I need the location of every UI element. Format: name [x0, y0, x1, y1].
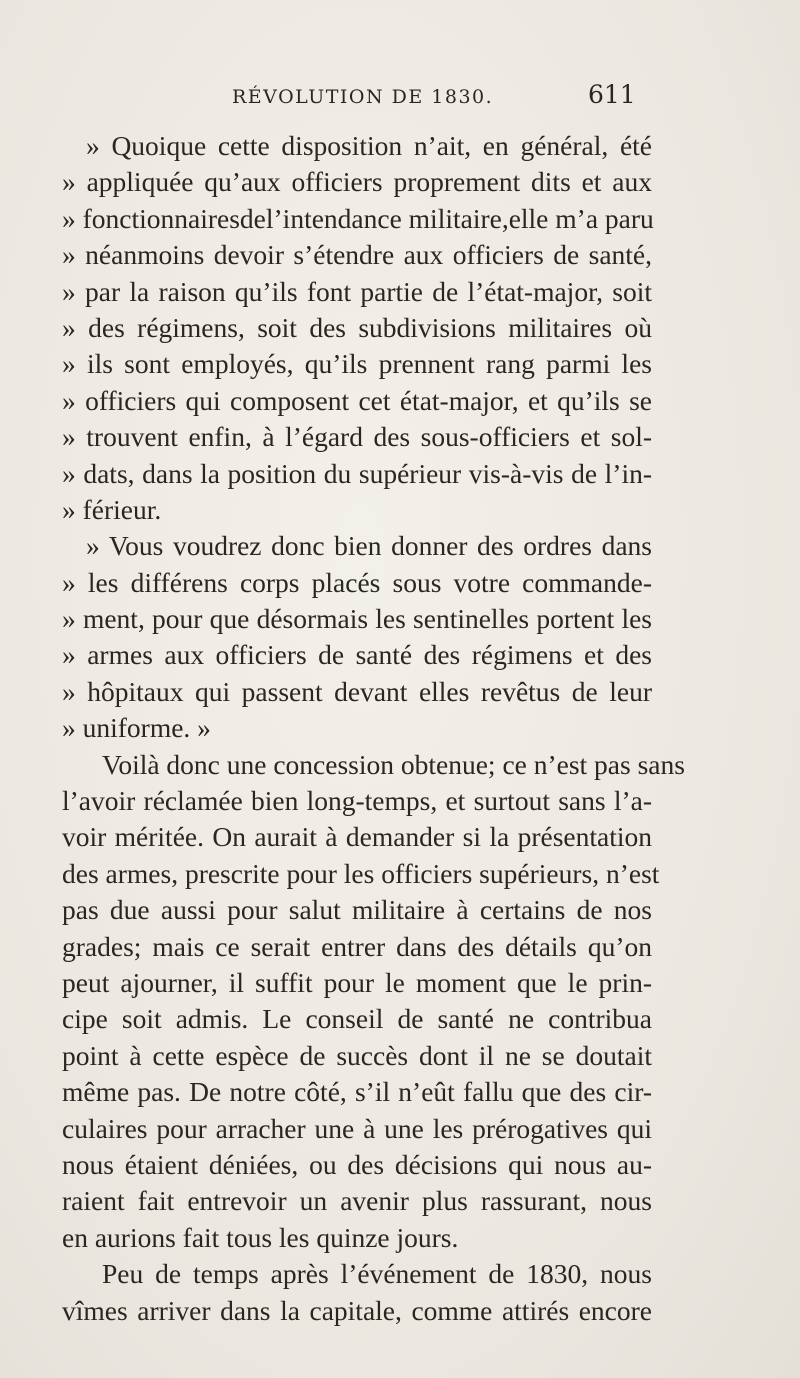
page-header: [70, 82, 710, 116]
text-line: » férieur.: [62, 493, 162, 525]
text-line: » hôpitaux qui passent devant elles revêtus de leur: [62, 675, 652, 707]
text-line: » par la raison qu’ils font partie de l’état-major, soit: [62, 275, 652, 307]
text-line: grades; mais ce serait entrer dans des détails qu’on: [62, 930, 652, 962]
text-line: Voilà donc une concession obtenue; ce n’est pas sans: [102, 748, 685, 780]
text-line: » des régimens, soit des subdivisions militaires où: [62, 311, 652, 343]
text-line: » néanmoins devoir s’étendre aux officiers de santé,: [62, 239, 652, 271]
text-line: » dats, dans la position du supérieur vis-à-vis de l’in-: [62, 457, 652, 489]
text-line: » armes aux officiers de santé des régimens et des: [62, 639, 652, 671]
text-line: point à cette espèce de succès dont il ne se doutait: [62, 1039, 652, 1071]
text-line: » appliquée qu’aux officiers proprement dits et aux: [62, 166, 652, 198]
text-line: Peu de temps après l’événement de 1830, nous: [102, 1258, 652, 1290]
text-line: en aurions fait tous les quinze jours.: [62, 1221, 459, 1253]
text-line: culaires pour arracher une à une les prérogatives qui: [62, 1112, 652, 1144]
text-line: des armes, prescrite pour les officiers supérieurs, n’est: [62, 857, 660, 889]
text-line: cipe soit admis. Le conseil de santé ne contribua: [62, 1003, 652, 1035]
text-line: » Vous voudrez donc bien donner des ordres dans: [86, 530, 652, 562]
text-line: vîmes arriver dans la capitale, comme attirés encore: [62, 1294, 652, 1326]
text-line: » trouvent enfin, à l’égard des sous-officiers et sol-: [62, 421, 652, 453]
text-line: » les différens corps placés sous votre commande-: [62, 566, 652, 598]
text-line: » fonctionnairesdel’intendance militaire,elle m’a paru: [62, 202, 654, 234]
text-line: l’avoir réclamée bien long-temps, et surtout sans l’a-: [62, 785, 652, 817]
text-line: » Quoique cette disposition n’ait, en général, été: [86, 130, 652, 161]
body-text: [62, 128, 685, 1329]
text-line: pas due aussi pour salut militaire à certains de nos: [62, 894, 652, 926]
text-line: » officiers qui composent cet état-major, et qu’ils se: [62, 384, 652, 416]
text-line: » uniforme. »: [62, 712, 211, 744]
text-line: même pas. De notre côté, s’il n’eût fallu que des cir-: [62, 1076, 652, 1108]
running-head: RÉVOLUTION DE 1830.: [232, 86, 494, 108]
text-line: » ment, pour que désormais les sentinelles portent les: [62, 603, 652, 635]
text-line: voir méritée. On aurait à demander si la présentation: [62, 821, 652, 853]
text-line: raient fait entrevoir un avenir plus rassurant, nous: [62, 1185, 652, 1217]
text-line: nous étaient déniées, ou des décisions qui nous au-: [62, 1148, 652, 1180]
text-line: » ils sont employés, qu’ils prennent rang parmi les: [62, 348, 652, 380]
text-line: peut ajourner, il suffit pour le moment que le prin-: [62, 966, 652, 998]
page-number: 611: [588, 80, 636, 109]
